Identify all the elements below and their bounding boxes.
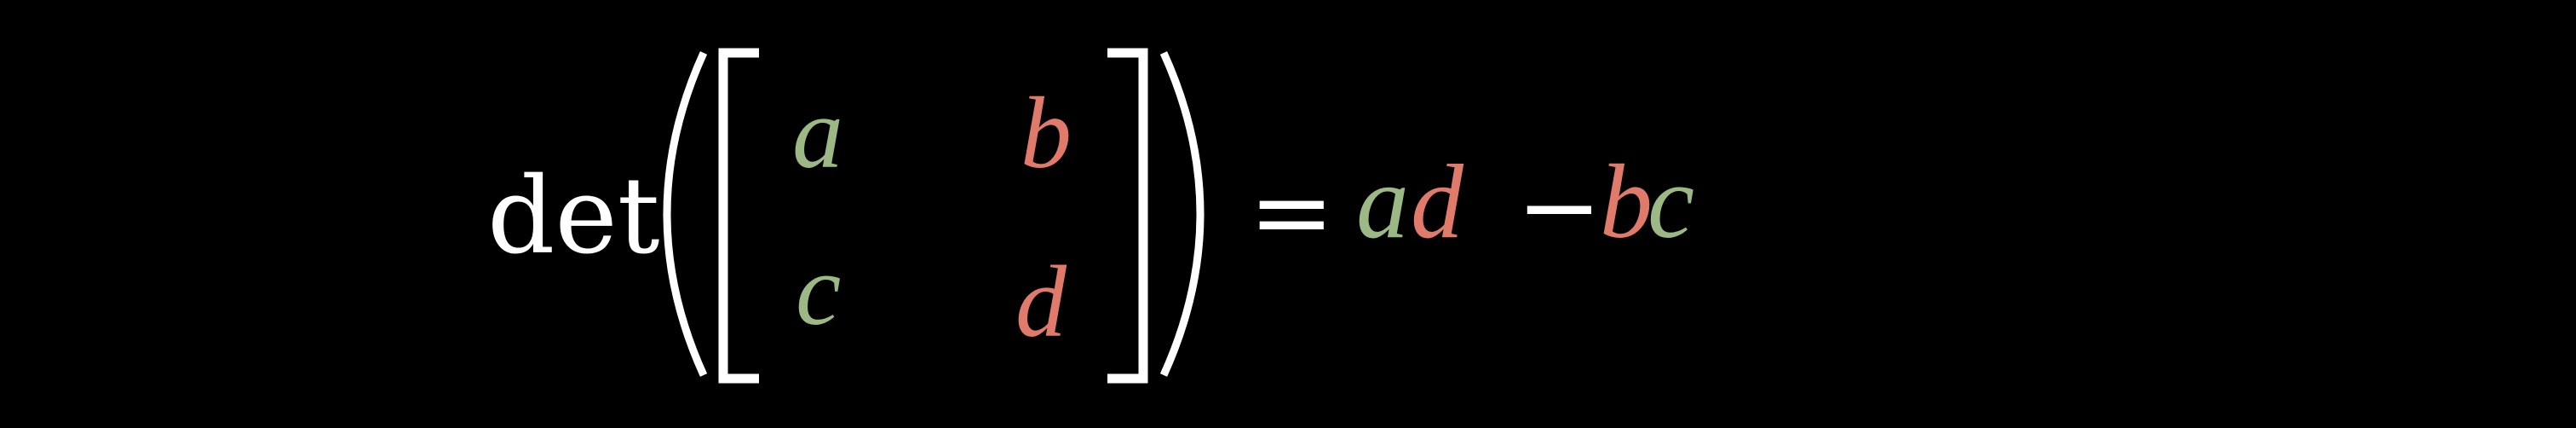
- det-label: det: [487, 155, 660, 278]
- matrix-entry-c: c: [796, 233, 842, 346]
- rhs-term1-d: d: [1411, 143, 1463, 260]
- right-bracket: [1107, 53, 1143, 379]
- equals-sign: =: [1249, 153, 1335, 272]
- matrix-entry-b: b: [1021, 76, 1072, 189]
- rhs-term1-a: a: [1356, 143, 1409, 260]
- rhs-term2-b: b: [1600, 143, 1653, 260]
- left-paren: [667, 53, 704, 375]
- rhs-term2-c: c: [1647, 143, 1695, 260]
- left-bracket: [723, 53, 759, 379]
- matrix-entry-d: d: [1015, 245, 1067, 358]
- right-paren: [1164, 53, 1200, 375]
- matrix-entry-a: a: [792, 76, 843, 189]
- minus-sign: −: [1516, 148, 1602, 267]
